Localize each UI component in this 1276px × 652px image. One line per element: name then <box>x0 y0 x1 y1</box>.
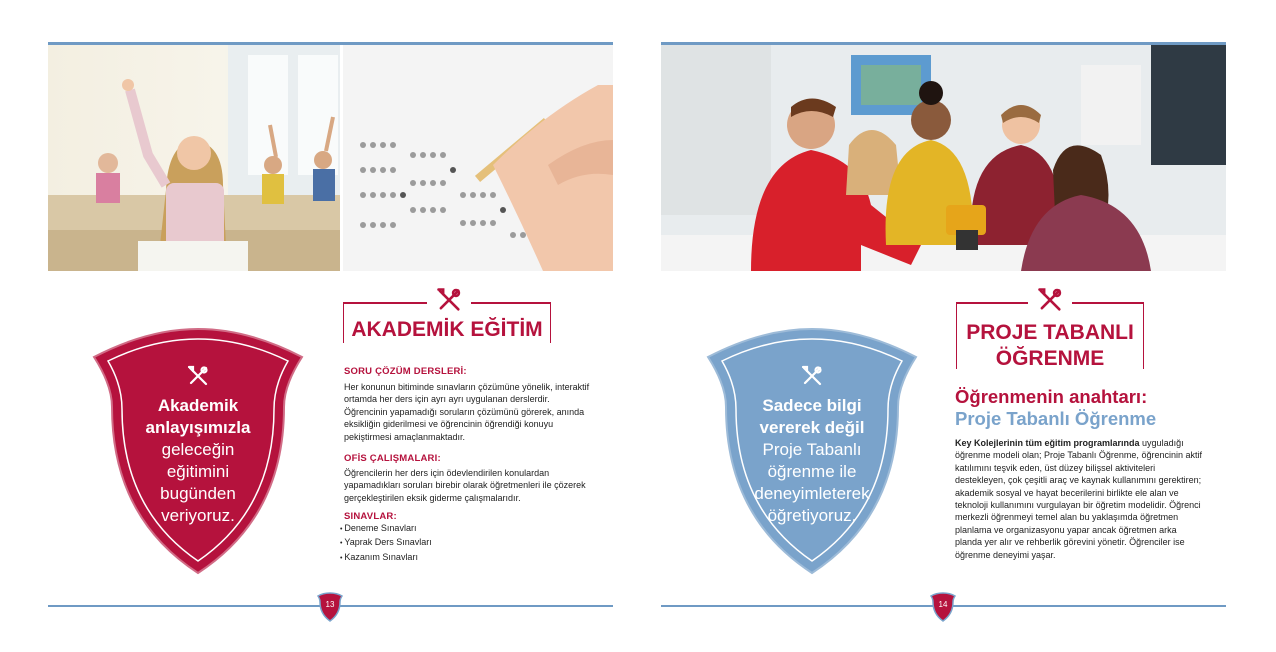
tools-icon <box>186 364 210 388</box>
right-title-line1: PROJE TABANLI <box>966 321 1134 344</box>
robotics-students-photo <box>661 45 1226 271</box>
page-number: 14 <box>938 600 948 609</box>
tools-icon <box>800 364 824 388</box>
page-number-badge <box>930 592 956 622</box>
right-title-line2: ÖĞRENME <box>995 347 1105 370</box>
section-heading-sinavlar: SINAVLAR: <box>344 511 397 522</box>
right-body-bold: Key Kolejlerinin tüm eğitim programlarında <box>955 438 1140 448</box>
section-body-soru: Her konunun bitiminde sınavların çözümüne yönelik, interaktif ortamda her ders için ayrı ayrı uygulanan derslerdir. Öğrencinin yapamadığı soruların çözümünü görerek, anında eksikliğin giderilmesi ve öğrencinin öğrendiği konuyu pekiştirmesi amaçlanmaktadır. <box>344 382 590 442</box>
right-body-text <box>955 437 1203 561</box>
right-shield-bold: Sadece bilgi vererek değil <box>759 396 865 437</box>
page-number-badge <box>317 592 343 622</box>
subtitle-line1: Öğrenmenin anahtarı: <box>955 386 1148 407</box>
right-title-frame-top-right <box>1072 302 1144 304</box>
section-heading-soru: SORU ÇÖZÜM DERSLERİ: <box>344 366 467 377</box>
right-page-title <box>956 320 1144 372</box>
section-heading-ofis: OFİS ÇALIŞMALARI: <box>344 453 441 464</box>
sinavlar-list <box>340 522 435 565</box>
left-shield-text <box>138 395 258 527</box>
left-title-frame-top-left <box>343 302 427 304</box>
right-subtitle <box>955 386 1225 430</box>
left-shield-regular: geleceğin eğitimini bugünden veriyoruz. <box>160 440 236 525</box>
list-item: • Deneme Sınavları <box>340 522 435 536</box>
classroom-photo <box>48 45 340 271</box>
list-item: • Kazanım Sınavları <box>340 551 435 565</box>
right-shield-regular: Proje Tabanlı öğrenme ile deneyimleterek öğretiyoruz. <box>754 440 870 525</box>
list-item: • Yaprak Ders Sınavları <box>340 536 435 550</box>
page-number: 13 <box>325 600 335 609</box>
right-title-frame-top-left <box>956 302 1028 304</box>
left-page-title: AKADEMİK EĞİTİM <box>351 318 543 341</box>
right-shield-text <box>747 395 877 527</box>
exam-sheet-photo <box>343 45 613 271</box>
section-body-ofis: Öğrencilerin her ders için ödevlendirilen konulardan yapamadıkları soruları birebir olarak öğretmenleri ile çözerek gerçekleştirilen eksik giderme çalışmalarıdır. <box>344 468 586 503</box>
subtitle-line2: Proje Tabanlı Öğrenme <box>955 408 1157 429</box>
left-title-frame-top-right <box>471 302 551 304</box>
left-shield-bold: Akademik anlayışımızla <box>145 396 251 437</box>
right-body-rest: uyguladığı öğrenme modeli olan; Proje Tabanlı Öğrenme, öğrencinin aktif katılımını teşvik eden, üst düzey bilişsel aktiviteleri destekleyen, çok çeşitli araç ve kaynak kullanımını gerektiren; akademik sosyal ve hayat becerilerini birlikte ele alan ve teknoloji kullanımını vurgulayan bir öğretim modelidir. Öğrenci merkezli öğrenmeyi temel alan bu yaklaşımda öğretmen planlama ve organizasyonu yapar ancak öğretmen arka planda yer alır ve rehberlik görevini yönetir. Öğrenciler ise öğrenme deneyimi yaşar. <box>955 438 1202 560</box>
